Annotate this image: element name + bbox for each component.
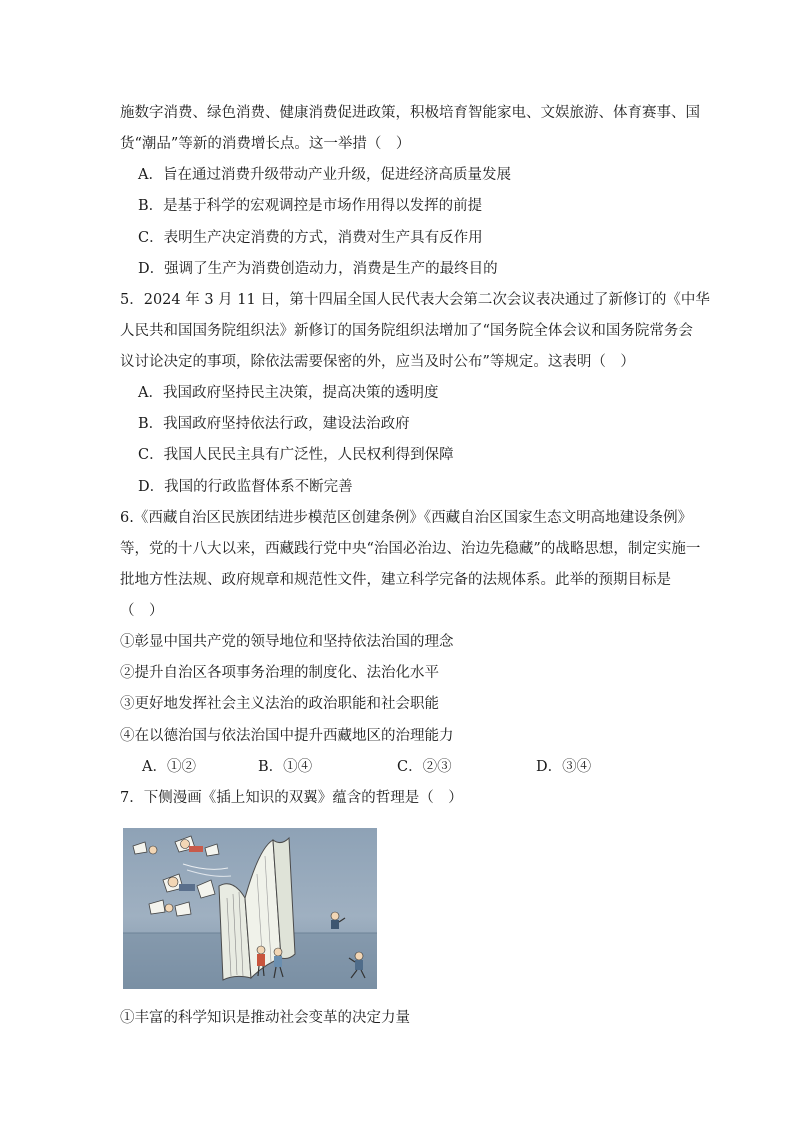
q5-stem-line-3: 议讨论决定的事项，除依法需要保密的外，应当及时公布”等规定。这表明（ ） <box>120 354 635 370</box>
q7-item-1: ①丰富的科学知识是推动社会变革的决定力量 <box>120 1010 410 1026</box>
q6-choice-d[interactable]: D．③④ <box>536 759 592 775</box>
q6-choice-a[interactable]: A．①② <box>142 759 196 775</box>
q6-stem-line-2: 等，党的十八大以来，西藏践行党中央“治国必治边、治边先稳藏”的战略思想，制定实施一 <box>120 541 701 557</box>
q7-stem: 7．下侧漫画《插上知识的双翼》蕴含的哲理是（ ） <box>120 790 463 806</box>
q5-stem-line-1: 5．2024 年 3 月 11 日，第十四届全国人民代表大会第二次会议表决通过了新修订的《中华 <box>120 292 710 308</box>
q6-item-4: ④在以德治国与依法治国中提升西藏地区的治理能力 <box>120 728 454 744</box>
q6-choice-c[interactable]: C．②③ <box>397 759 452 775</box>
q5-option-b[interactable]: B．我国政府坚持依法行政，建设法治政府 <box>138 416 410 432</box>
q6-stem-line-3: 批地方性法规、政府规章和规范性文件，建立科学完备的法规体系。此举的预期目标是 <box>120 572 671 588</box>
q4-option-b[interactable]: B．是基于科学的宏观调控是市场作用得以发挥的前提 <box>138 198 483 214</box>
q4-option-a[interactable]: A．旨在通过消费升级带动产业升级，促进经济高质量发展 <box>138 167 511 183</box>
q4-option-c[interactable]: C．表明生产决定消费的方式，消费对生产具有反作用 <box>138 230 483 246</box>
q6-item-3: ③更好地发挥社会主义法治的政治职能和社会职能 <box>120 696 439 712</box>
q6-choice-b[interactable]: B．①④ <box>258 759 313 775</box>
q5-stem-line-2: 人民共和国国务院组织法》新修订的国务院组织法增加了“国务院全体会议和国务院常务会 <box>120 323 693 339</box>
q6-stem-line-1: 6.《西藏自治区民族团结进步模范区创建条例》《西藏自治区国家生态文明高地建设条例》 <box>120 510 693 526</box>
q5-option-d[interactable]: D．我国的行政监督体系不断完善 <box>138 479 353 495</box>
q5-option-c[interactable]: C．我国人民民主具有广泛性，人民权利得到保障 <box>138 447 454 463</box>
q6-item-1: ①彰显中国共产党的领导地位和坚持依法治国的理念 <box>120 634 454 650</box>
cartoon-image <box>123 828 377 989</box>
q6-stem-line-4: （ ） <box>120 603 164 619</box>
q4-stem-line-1: 施数字消费、绿色消费、健康消费促进政策，积极培育智能家电、文娱旅游、体育赛事、国 <box>120 105 700 121</box>
q4-stem-line-2: 货“潮品”等新的消费增长点。这一举措（ ） <box>120 136 411 152</box>
q5-option-a[interactable]: A．我国政府坚持民主决策，提高决策的透明度 <box>138 385 439 401</box>
q4-option-d[interactable]: D．强调了生产为消费创造动力，消费是生产的最终目的 <box>138 261 498 277</box>
q6-item-2: ②提升自治区各项事务治理的制度化、法治化水平 <box>120 665 439 681</box>
